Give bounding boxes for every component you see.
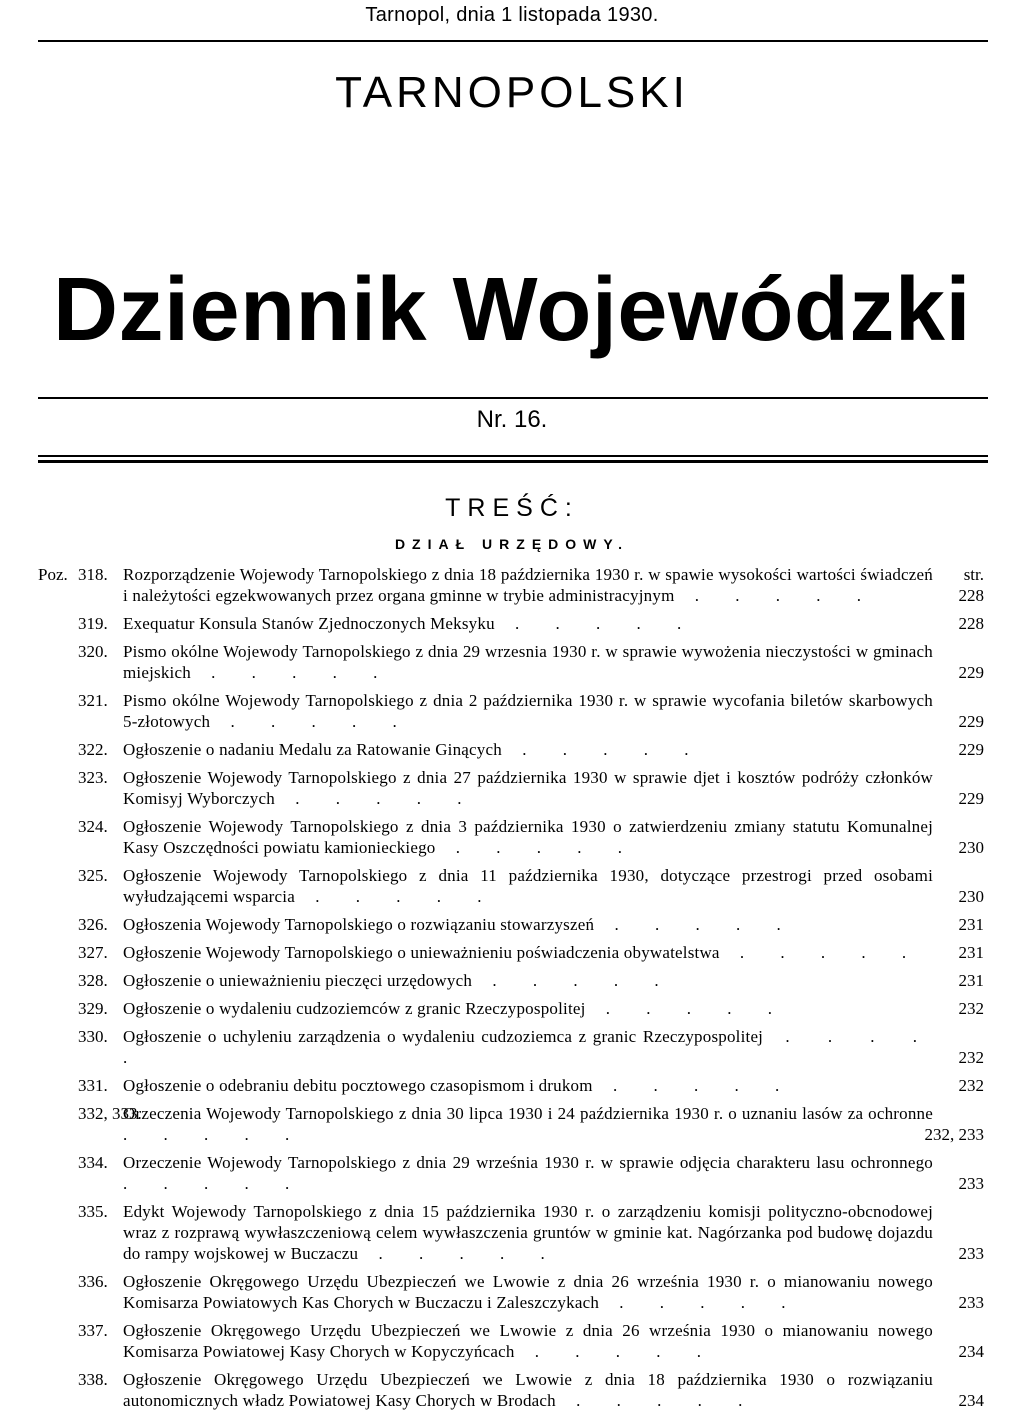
entry-page: 229 xyxy=(958,740,984,759)
entry-number: 324. xyxy=(78,817,108,836)
entry-title: Pismo okólne Wojewody Tarnopolskiego z dnia 2 października 1930 r. w sprawie wycofania biletów skarbowych 5-złotowych . . . . . xyxy=(123,691,933,731)
entry-page: 231 xyxy=(958,943,984,962)
entry-number: 321. xyxy=(78,691,108,710)
entry-page: 233 xyxy=(958,1174,984,1193)
issue-number: Nr. 16. xyxy=(476,406,548,433)
entry-title: Ogłoszenie o odebraniu debitu pocztowego czasopismom i drukom . . . . . xyxy=(123,1076,796,1095)
toc-entry xyxy=(38,1075,988,1096)
entry-number: 323. xyxy=(78,768,108,787)
toc-entry xyxy=(38,865,988,907)
toc-entry xyxy=(38,564,988,606)
entry-page: 228 xyxy=(958,614,984,633)
entry-number: 335. xyxy=(78,1202,108,1221)
entry-page: 231 xyxy=(958,915,984,934)
entry-page: 231 xyxy=(958,971,984,990)
dot-leaders: . . . . . xyxy=(123,1125,306,1144)
entry-number: 338. xyxy=(78,1370,108,1389)
entry-title: Ogłoszenie Wojewody Tarnopolskiego z dnia 11 października 1930, dotyczące przestrogi przed osobami wyłudzającemi wsparcia . . . . . xyxy=(123,866,933,906)
entry-title: Ogłoszenia Wojewody Tarnopolskiego o rozwiązaniu stowarzyszeń . . . . . xyxy=(123,915,797,934)
dot-leaders: . . . . . xyxy=(123,1174,306,1193)
page-label: str. xyxy=(963,565,984,584)
toc-entry xyxy=(38,914,988,935)
entry-number: 334. xyxy=(78,1153,108,1172)
entry-title: Orzeczenie Wojewody Tarnopolskiego z dnia 29 września 1930 r. w sprawie odjęcia charakteru lasu ochronnego . . . . . xyxy=(123,1153,933,1193)
masthead-title: Dziennik Wojewódzki xyxy=(53,260,971,360)
dot-leaders: . . . . . xyxy=(435,838,638,857)
entry-title: Ogłoszenie o unieważnieniu pieczęci urzędowych . . . . . xyxy=(123,971,675,990)
entry-title: Ogłoszenie Okręgowego Urzędu Ubezpieczeń we Lwowie z dnia 26 września 1930 o mianowaniu nowego Komisarza Powiatowej Kasy Chorych w Kopyczyńcach . . . . . xyxy=(123,1321,933,1361)
entry-page: 230 xyxy=(958,838,984,857)
toc-entry xyxy=(38,1201,988,1264)
entry-page: 229 xyxy=(958,663,984,682)
entry-number: 331. xyxy=(78,1076,108,1095)
entry-page: 234 xyxy=(958,1391,984,1410)
dot-leaders: . . . . . xyxy=(585,999,789,1018)
dot-leaders: . . . . . xyxy=(190,663,394,682)
dot-leaders: . . . . . xyxy=(674,586,877,605)
dot-leaders: . . . . . xyxy=(274,789,478,808)
dot-leaders: . . . . . xyxy=(494,614,698,633)
entry-number: 322. xyxy=(78,740,108,759)
entry-title: Ogłoszenie o wydaleniu cudzoziemców z granic Rzeczypospolitej . . . . . xyxy=(123,999,789,1018)
table-of-contents xyxy=(38,564,988,1418)
toc-entry xyxy=(38,767,988,809)
poz-label: Poz. xyxy=(38,565,68,584)
entry-number: 325. xyxy=(78,866,108,885)
top-rule xyxy=(38,40,988,42)
entry-page: 233 xyxy=(958,1244,984,1263)
toc-entry xyxy=(38,1103,988,1145)
contents-heading: TREŚĆ: xyxy=(445,494,579,522)
dot-leaders: . . . . . xyxy=(599,1293,802,1312)
entry-title: Ogłoszenie Okręgowego Urzędu Ubezpieczeń we Lwowie z dnia 26 września 1930 r. o mianowaniu nowego Komisarza Powiatowych Kas Chorych w Buczaczu i Zaleszczykach . . . . . xyxy=(123,1272,933,1312)
entry-page: 232, 233 xyxy=(924,1125,984,1144)
toc-entry xyxy=(38,1152,988,1194)
entry-page: 229 xyxy=(958,789,984,808)
entry-number: 332, 333. xyxy=(78,1104,142,1123)
dot-leaders: . . . . . xyxy=(501,740,705,759)
entry-number: 319. xyxy=(78,614,108,633)
entry-number: 337. xyxy=(78,1321,108,1340)
toc-entry xyxy=(38,1026,988,1068)
entry-number: 327. xyxy=(78,943,108,962)
entry-title: Ogłoszenie Wojewody Tarnopolskiego z dnia 3 października 1930 o zatwierdzeniu zmiany statutu Komunalnej Kasy Oszczędności powiatu kamionieckiego . . . . . xyxy=(123,817,933,857)
toc-entry xyxy=(38,998,988,1019)
toc-entry xyxy=(38,942,988,963)
entry-page: 232 xyxy=(958,999,984,1018)
entry-page: 230 xyxy=(958,887,984,906)
title-rule xyxy=(38,397,988,399)
section-heading: DZIAŁ URZĘDOWY. xyxy=(394,536,630,552)
toc-entry xyxy=(38,1271,988,1313)
dot-leaders: . . . . . xyxy=(123,1027,933,1067)
entry-title: Pismo okólne Wojewody Tarnopolskiego z dnia 29 wrzesnia 1930 r. w sprawie wywożenia nieczystości w gminach miejskich . . . . . xyxy=(123,642,933,682)
entry-title: Orzeczenia Wojewody Tarnopolskiego z dnia 30 lipca 1930 i 24 października 1930 r. o uznaniu lasów za ochronne . . . . . xyxy=(123,1104,933,1144)
dot-leaders: . . . . . xyxy=(594,915,797,934)
entry-page: 229 xyxy=(958,712,984,731)
toc-entry xyxy=(38,970,988,991)
dot-leaders: . . . . . xyxy=(210,712,413,731)
dot-leaders: . . . . . xyxy=(294,887,498,906)
entry-title: Ogłoszenie o uchyleniu zarządzenia o wydaleniu cudzoziemca z granic Rzeczypospolitej . . . . . xyxy=(123,1027,933,1067)
entry-number: 329. xyxy=(78,999,108,1018)
issue-rule-lower xyxy=(38,460,988,463)
entry-title: Ogłoszenie Wojewody Tarnopolskiego o unieważnieniu poświadczenia obywatelstwa . . . . . xyxy=(123,943,923,962)
toc-entry xyxy=(38,641,988,683)
toc-entry xyxy=(38,613,988,634)
entry-number: 320. xyxy=(78,642,108,661)
toc-entry xyxy=(38,1320,988,1362)
issue-rule-upper xyxy=(38,455,988,457)
entry-title: Exequatur Konsula Stanów Zjednoczonych Meksyku . . . . . xyxy=(123,614,698,633)
entry-page: 228 xyxy=(958,586,984,605)
entry-page: 233 xyxy=(958,1293,984,1312)
masthead-subtitle: TARNOPOLSKI xyxy=(335,68,689,117)
toc-entry xyxy=(38,1369,988,1411)
toc-entry xyxy=(38,816,988,858)
toc-entry xyxy=(38,739,988,760)
entry-page: 232 xyxy=(958,1048,984,1067)
entry-number: 326. xyxy=(78,915,108,934)
dateline: Tarnopol, dnia 1 listopada 1930. xyxy=(365,4,659,26)
entry-number: 328. xyxy=(78,971,108,990)
entry-title: Edykt Wojewody Tarnopolskiego z dnia 15 października 1930 r. o zarządzeniu komisji polityczno-obcnodowej wraz z rozprawą wywłaszczeniową celem wywłaszczenia gruntów w gminie kat. Nagórzanka pod budowę dojazdu do rampy wojskowej w Buczaczu . . . . . xyxy=(123,1202,933,1263)
entry-title: Ogłoszenie Wojewody Tarnopolskiego z dnia 27 października 1930 w sprawie djet i kosztów podróży członków Komisyj Wyborczych . . . . . xyxy=(123,768,933,808)
dot-leaders: . . . . . xyxy=(472,971,675,990)
entry-number: 318. xyxy=(78,565,108,584)
dot-leaders: . . . . . xyxy=(358,1244,561,1263)
dot-leaders: . . . . . xyxy=(555,1391,759,1410)
entry-title: Ogłoszenie o nadaniu Medalu za Ratowanie Ginących . . . . . xyxy=(123,740,705,759)
entry-number: 330. xyxy=(78,1027,108,1046)
dot-leaders: . . . . . xyxy=(514,1342,718,1361)
entry-title: Ogłoszenie Okręgowego Urzędu Ubezpieczeń we Lwowie z dnia 18 października 1930 o rozwiązaniu autonomicznych władz Powiatowej Kasy Chorych w Brodach . . . . . xyxy=(123,1370,933,1410)
entry-page: 234 xyxy=(958,1342,984,1361)
dot-leaders: . . . . . xyxy=(592,1076,796,1095)
entry-title: Rozporządzenie Wojewody Tarnopolskiego z dnia 18 października 1930 r. w spawie wysokości wartości świadczeń i należytości egzekwowanych przez organa gminne w trybie administracyjnym . . . . . xyxy=(123,565,933,605)
dot-leaders: . . . . . xyxy=(719,943,923,962)
entry-number: 336. xyxy=(78,1272,108,1291)
toc-entry xyxy=(38,690,988,732)
entry-page: 232 xyxy=(958,1076,984,1095)
